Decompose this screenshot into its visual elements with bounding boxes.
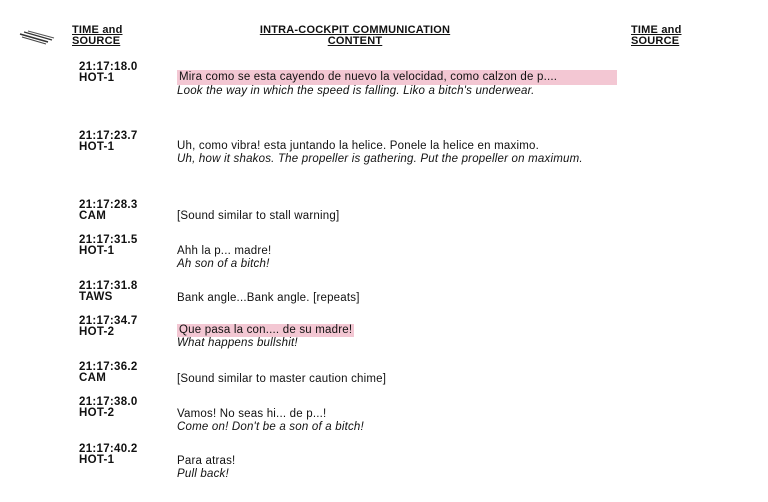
entry-english: Look the way in which the speed is falling. Liko a bitch's underwear. xyxy=(177,84,535,97)
entry-english: Pull back! xyxy=(177,467,229,480)
entry-content xyxy=(177,245,617,270)
entry-spanish: Para atras! xyxy=(177,455,236,467)
communication-content-header xyxy=(226,25,484,47)
header-left-line-1: TIME and xyxy=(72,24,123,36)
time-source-header-left xyxy=(72,25,123,47)
entry-source: CAM xyxy=(79,372,107,384)
entry-content xyxy=(177,210,617,223)
entry-time: 21:17:36.2 xyxy=(79,361,138,373)
entry-source: HOT-2 xyxy=(79,407,115,419)
entry-spanish: Ahh la p... madre! xyxy=(177,245,272,257)
entry-spanish-highlighted: Que pasa la con.... de su madre! xyxy=(179,324,353,336)
entry-source: HOT-1 xyxy=(79,454,115,466)
entry-time: 21:17:40.2 xyxy=(79,443,138,455)
entry-content xyxy=(177,455,617,480)
entry-content xyxy=(177,408,617,433)
header-right-line-2: SOURCE xyxy=(631,35,680,47)
header-left-line-2: SOURCE xyxy=(72,35,121,47)
entry-content xyxy=(177,373,617,386)
entry-content xyxy=(177,292,617,305)
entry-source: TAWS xyxy=(79,291,113,303)
entry-spanish: Uh, como vibra! esta juntando la helice. Ponele la helice en maximo. xyxy=(177,140,539,152)
entry-time: 21:17:31.8 xyxy=(79,280,138,292)
entry-time: 21:17:18.0 xyxy=(79,61,138,73)
entry-spanish: Bank angle...Bank angle. [repeats] xyxy=(177,292,360,304)
entry-time: 21:17:38.0 xyxy=(79,396,138,408)
entry-english: Uh, how it shakos. The propeller is gathering. Put the propeller on maximum. xyxy=(177,152,583,165)
entry-english: Ah son of a bitch! xyxy=(177,257,270,270)
entry-english: What happens bullshit! xyxy=(177,336,298,349)
entry-time: 21:17:31.5 xyxy=(79,234,138,246)
entry-source: HOT-2 xyxy=(79,326,115,338)
entry-source: HOT-1 xyxy=(79,72,115,84)
scan-mark-icon xyxy=(18,30,58,46)
entry-source: HOT-1 xyxy=(79,245,115,257)
entry-english: Come on! Don't be a son of a bitch! xyxy=(177,420,364,433)
entry-spanish: [Sound similar to master caution chime] xyxy=(177,373,387,385)
entry-spanish: [Sound similar to stall warning] xyxy=(177,210,340,222)
header-center-line-2: CONTENT xyxy=(327,35,383,47)
entry-content xyxy=(177,70,617,97)
time-source-header-right xyxy=(631,25,682,47)
entry-spanish: Vamos! No seas hi... de p...! xyxy=(177,408,327,420)
entry-content xyxy=(177,140,617,165)
entry-time: 21:17:28.3 xyxy=(79,199,138,211)
entry-spanish-highlighted: Mira como se esta cayendo de nuevo la velocidad, como calzon de p.... xyxy=(177,70,617,85)
entry-source: CAM xyxy=(79,210,107,222)
entry-time: 21:17:23.7 xyxy=(79,130,138,142)
entry-content xyxy=(177,324,617,349)
header-right-line-1: TIME and xyxy=(631,24,682,36)
header-center-line-1: INTRA-COCKPIT COMMUNICATION xyxy=(259,24,451,36)
entry-source: HOT-1 xyxy=(79,141,115,153)
entry-time: 21:17:34.7 xyxy=(79,315,138,327)
